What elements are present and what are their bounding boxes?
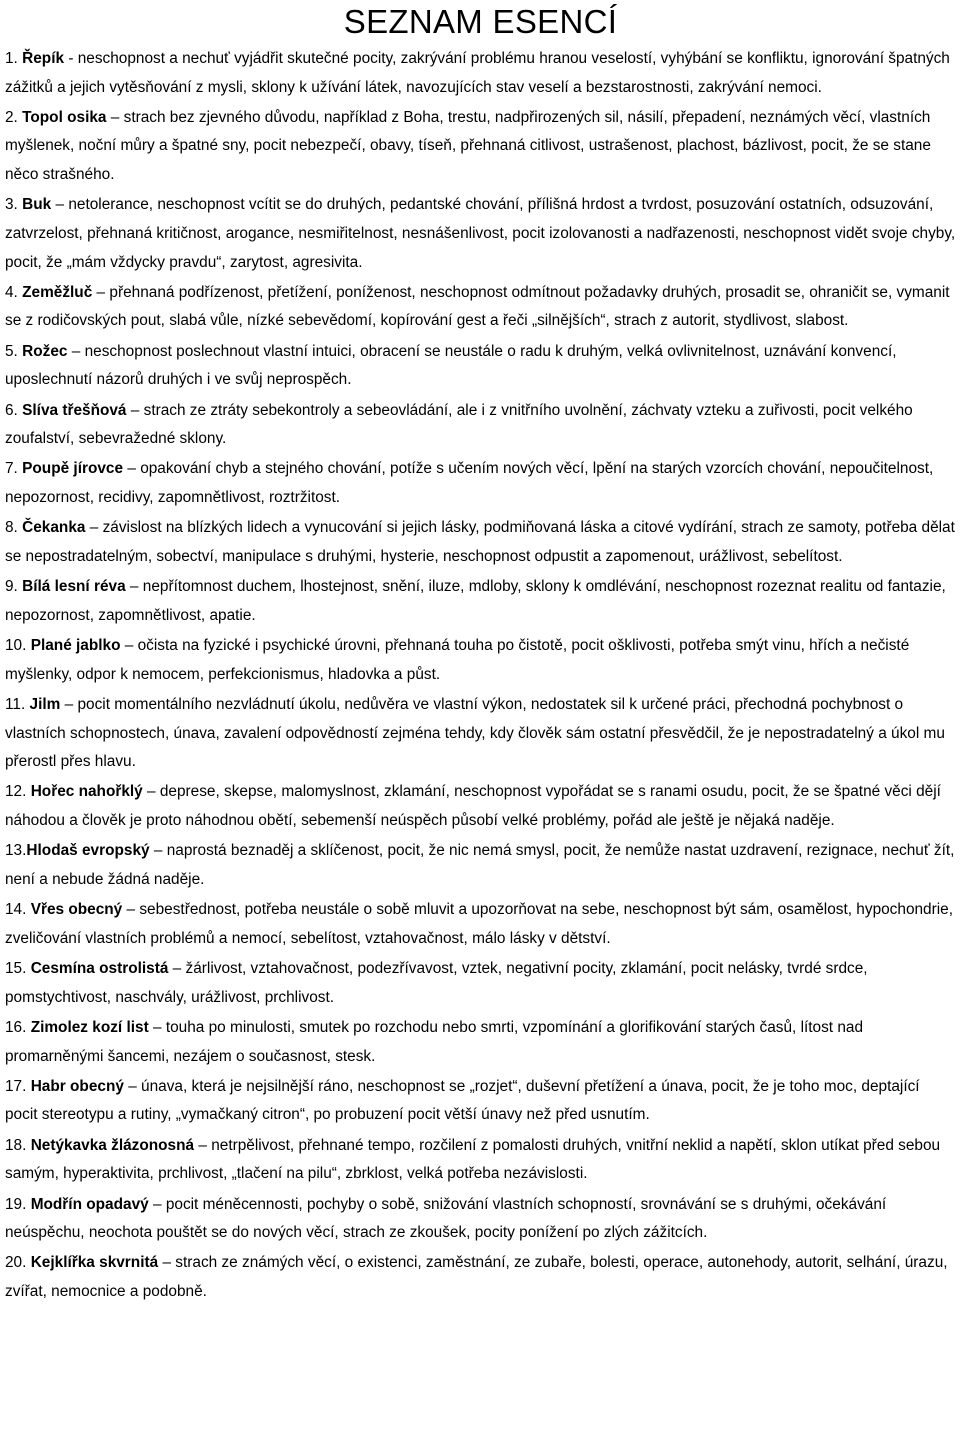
essence-name: Kejklířka skvrnitá bbox=[30, 1254, 159, 1272]
essence-description: strach ze známých věcí, o existenci, zaměstnání, ze zubaře, bolesti, operace, autonehody, autorit, selhání, úrazu, zvířat, nemocnice a podobně. bbox=[5, 1254, 948, 1300]
essence-name: Jilm bbox=[29, 695, 61, 713]
list-item bbox=[5, 955, 956, 1012]
item-number: 7. bbox=[5, 460, 18, 478]
essence-description: pocit momentálního nezvládnutí úkolu, nedůvěra ve vlastní výkon, nedostatek sil k určené práci, přechodná pochybnost o vlastních schopnostech, únava, zavalení odpovědností zejména tehdy, kdy člověk sám ostatní přesvědčil, že je nepostradatelný a úkol mu přerostl přes hlavu. bbox=[5, 695, 945, 771]
essence-description: očista na fyzické i psychické úrovni, přehnaná touha po čistotě, pocit ošklivosti, potřeba smýt vinu, hřích a nečisté myšlenky, odpor k nemocem, perfekcionismus, hladovka a půst. bbox=[5, 637, 910, 683]
item-number: 20. bbox=[5, 1254, 27, 1272]
page-title: SEZNAM ESENCÍ bbox=[343, 3, 618, 40]
separator: – bbox=[123, 460, 141, 478]
essence-name: Poupě jírovce bbox=[22, 460, 124, 478]
essence-name: Modřín opadavý bbox=[30, 1195, 149, 1213]
list-item bbox=[5, 896, 956, 953]
essence-name: Řepík bbox=[22, 50, 65, 67]
item-number: 19. bbox=[5, 1195, 27, 1213]
list-item bbox=[5, 514, 956, 571]
essence-description: nepřítomnost duchem, lhostejnost, snění, iluze, mdloby, sklony k omdlévání, neschopnost rozeznat realitu od fantazie, nepozornost, zapomnětlivost, apatie. bbox=[5, 578, 946, 624]
list-item bbox=[5, 573, 956, 630]
list-item bbox=[5, 191, 956, 277]
separator: – bbox=[51, 196, 69, 214]
item-number: 4. bbox=[5, 283, 18, 301]
essence-name: Bílá lesní réva bbox=[22, 578, 126, 596]
list-item bbox=[5, 455, 956, 512]
separator: – bbox=[194, 1136, 212, 1154]
separator: – bbox=[149, 842, 167, 860]
essence-name: Buk bbox=[22, 196, 52, 214]
list-item bbox=[5, 1191, 956, 1248]
essence-description: opakování chyb a stejného chování, potíže s učením nových věcí, lpění na starých vzorcích chování, nepoučitelnost, nepozornost, recidivy, zapomnětlivost, roztržitost. bbox=[5, 460, 934, 507]
essence-description: neschopnost poslechnout vlastní intuici, obracení se neustále o radu k druhým, velká ovlivnitelnost, uznávání konvencí, uposlechnutí názorů druhých i ve svůj neprospěch. bbox=[5, 342, 897, 389]
essence-description: naprostá beznaděj a sklíčenost, pocit, že nic nemá smysl, pocit, že nemůže nastat uzdravení, rezignace, nechuť žít, není a nebude žádná naděje. bbox=[5, 842, 955, 888]
item-number: 11. bbox=[5, 695, 26, 713]
essence-name: Vřes obecný bbox=[30, 901, 123, 919]
essence-name: Plané jablko bbox=[30, 637, 121, 655]
essence-description: touha po minulosti, smutek po rozchodu nebo smrti, vzpomínání a glorifikování starých časů, lítost nad promarněnými šancemi, nezájem o současnost, stesk. bbox=[5, 1018, 864, 1065]
list-item bbox=[5, 691, 956, 777]
item-number: 15. bbox=[5, 960, 27, 978]
item-number: 13. bbox=[5, 842, 27, 860]
essence-name: Hlodaš evropský bbox=[26, 842, 150, 860]
separator: – bbox=[126, 401, 144, 419]
item-number: 8. bbox=[5, 519, 18, 537]
essence-description: neschopnost a nechuť vyjádřit skutečné pocity, zakrývání problému hranou veselostí, vyhýbání se konfliktu, ignorování špatných zážitků a jejich vytěsňování z mysli, sklony k užívání látek, navozujících stav veselí a bezstarostnosti, zakrývání nemoci. bbox=[5, 50, 950, 96]
separator: – bbox=[142, 783, 160, 801]
list-item bbox=[5, 1073, 956, 1130]
item-number: 10. bbox=[5, 637, 27, 655]
essence-description: netolerance, neschopnost vcítit se do druhých, pedantské chování, přílišná hrdost a tvrdost, posuzování ostatních, odsuzování, zatvrzelost, přehnaná kritičnost, arogance, nesmiřitelnost, nesnášenlivost, pocit izolovanosti a nadřazenosti, neschopnost vidět svoje chyby, pocit, že „mám vždycky pravdu“, zarytost, agresivita. bbox=[5, 196, 956, 271]
separator: – bbox=[123, 1077, 142, 1095]
essence-name: Hořec nahořklý bbox=[30, 783, 143, 801]
item-number: 12. bbox=[5, 783, 27, 801]
essence-list bbox=[5, 45, 956, 1307]
item-number: 5. bbox=[5, 342, 18, 360]
essence-description: žárlivost, vztahovačnost, podezřívavost, vztek, negativní pocity, zklamání, pocit nelásky, tvrdé srdce, pomstychtivost, naschvály, urážlivost, prchlivost. bbox=[5, 960, 868, 1006]
essence-description: netrpělivost, přehnané tempo, rozčilení z pomalosti druhých, vnitřní neklid a napětí, sklon utíkat před sebou samým, hyperaktivita, prchlivost, „tlačení na pilu“, zbrklost, velká potřeba nezávislosti. bbox=[5, 1136, 941, 1183]
essence-description: sebestřednost, potřeba neustále o sobě mluvit a upozorňovat na sebe, neschopnost být sám, osamělost, hypochondrie, zveličování vlastních problémů a nemocí, sebelítost, vztahovačnost, málo lásky v dětství. bbox=[5, 901, 953, 947]
item-number: 17. bbox=[5, 1077, 27, 1095]
list-item bbox=[5, 1014, 956, 1071]
item-number: 16. bbox=[5, 1018, 27, 1036]
separator: – bbox=[122, 901, 140, 919]
list-item bbox=[5, 778, 956, 835]
item-number: 1. bbox=[5, 50, 18, 67]
item-number: 6. bbox=[5, 401, 18, 419]
separator: – bbox=[106, 108, 124, 126]
separator: – bbox=[168, 960, 186, 978]
separator: – bbox=[148, 1195, 166, 1213]
item-number: 2. bbox=[5, 108, 18, 126]
separator: – bbox=[85, 519, 103, 537]
essence-name: Zimolez kozí list bbox=[30, 1018, 149, 1036]
separator: – bbox=[67, 342, 85, 360]
essence-description: strach bez zjevného důvodu, například z Boha, trestu, nadpřirozených sil, násilí, přepadení, neznámých věcí, vlastních myšlenek, noční můry a špatné sny, pocit nebezpečí, obavy, tíseň, přehnaná citlivost, ustrašenost, plachost, bázlivost, pocit, že se stane něco strašného. bbox=[5, 108, 931, 184]
list-item bbox=[5, 837, 956, 894]
essence-description: únava, která je nejsilnější ráno, neschopnost se „rozjet“, duševní přetížení a únava, pocit, že je toho moc, deptající pocit stereotypu a rutiny, „vymačkaný citron“, po probuzení pocit větší únavy než před usnutím. bbox=[5, 1077, 920, 1124]
list-item bbox=[5, 279, 956, 336]
essence-name: Rožec bbox=[22, 342, 68, 360]
item-number: 3. bbox=[5, 196, 18, 214]
separator: – bbox=[148, 1018, 166, 1036]
essence-name: Topol osika bbox=[22, 108, 107, 126]
list-item bbox=[5, 1249, 956, 1306]
separator: – bbox=[60, 695, 78, 713]
item-number: 18. bbox=[5, 1136, 27, 1154]
essence-description: deprese, skepse, malomyslnost, zklamání, neschopnost vypořádat se s ranami osudu, pocit, že se špatné věci dějí náhodou a člověk je proto náhodnou obětí, sebemenší neúspěch působí velké problémy, pořád ale ještě je nějaká naděje. bbox=[5, 783, 941, 829]
list-item bbox=[5, 397, 956, 454]
separator: – bbox=[158, 1254, 176, 1272]
essence-description: strach ze ztráty sebekontroly a sebeovládání, ale i z vnitřního uvolnění, záchvaty vzteku a zuřivosti, pocit velkého zoufalství, sebevražedné sklony. bbox=[5, 401, 913, 448]
list-item bbox=[5, 104, 956, 190]
essence-name: Slíva třešňová bbox=[22, 401, 127, 419]
separator: – bbox=[125, 578, 143, 596]
list-item bbox=[5, 632, 956, 689]
list-item bbox=[5, 1132, 956, 1189]
essence-description: pocit méněcennosti, pochyby o sobě, snižování vlastních schopností, srovnávání se s druhými, očekávání neúspěchu, neochota pouštět se do nových věcí, strach ze zkoušek, pocity ponížení po zlých zážitcích. bbox=[5, 1195, 887, 1242]
essence-description: závislost na blízkých lidech a vynucování si jejich lásky, podmiňovaná láska a citové vydírání, strach ze samoty, potřeba dělat se nepostradatelným, sobectví, manipulace s druhými, hysterie, neschopnost odpustit a zapomenout, urážlivost, sebelítost. bbox=[5, 519, 955, 565]
list-item bbox=[5, 338, 956, 395]
separator: - bbox=[64, 50, 78, 67]
separator: – bbox=[120, 637, 138, 655]
item-number: 14. bbox=[5, 901, 27, 919]
separator: – bbox=[92, 283, 110, 301]
essence-name: Habr obecný bbox=[30, 1077, 124, 1095]
essence-name: Cesmína ostrolistá bbox=[30, 960, 169, 978]
essence-name: Zeměžluč bbox=[22, 283, 93, 301]
essence-description: přehnaná podřízenost, přetížení, poníženost, neschopnost odmítnout požadavky druhých, prosadit se, ohraničit se, vymanit se z rodičovských pout, slabá vůle, nízké sebevědomí, kopírování gest a řeči „silnějších“, strach z autorit, stydlivost, slabost. bbox=[5, 283, 950, 330]
essence-name: Čekanka bbox=[22, 519, 86, 537]
item-number: 9. bbox=[5, 578, 18, 596]
list-item bbox=[5, 45, 956, 102]
essence-name: Netýkavka žlázonosná bbox=[30, 1136, 195, 1154]
